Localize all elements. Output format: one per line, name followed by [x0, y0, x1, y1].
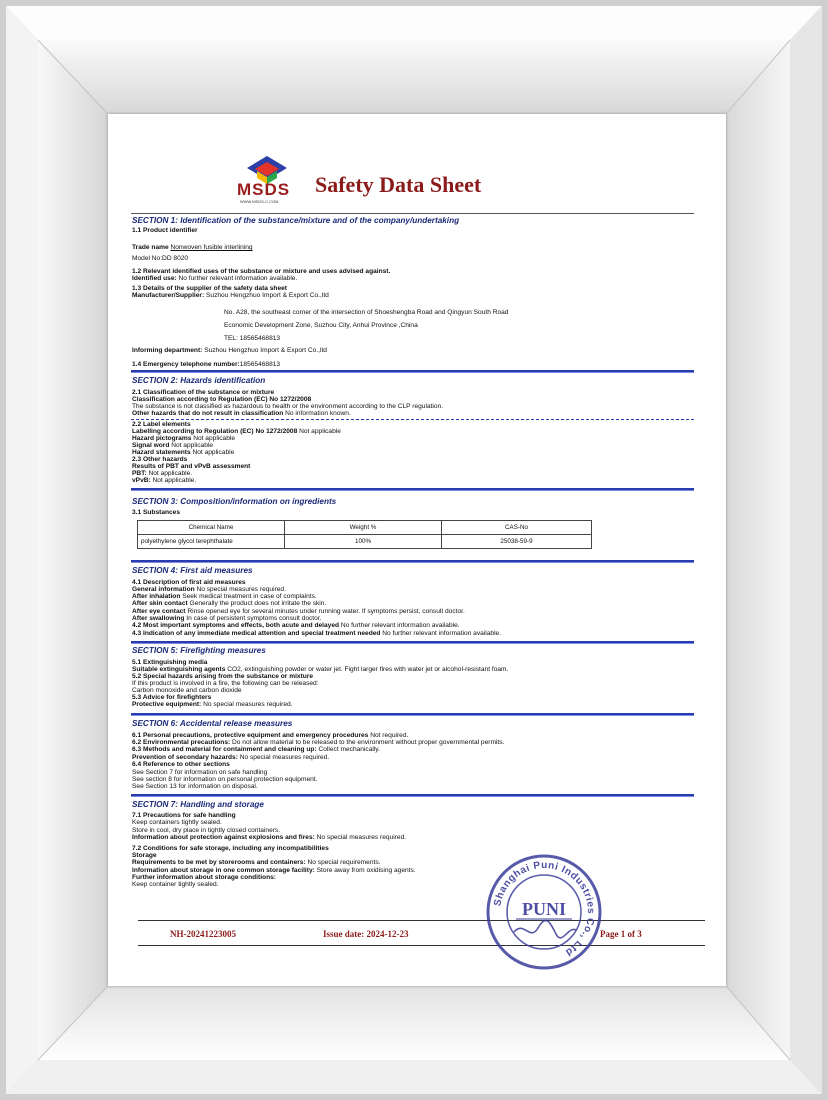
issue-date: Issue date: 2024-12-23	[323, 929, 409, 939]
section-divider	[131, 713, 694, 716]
after-inhalation-label: After inhalation	[132, 593, 181, 600]
secondary-hazards-label: Prevention of secondary hazards:	[132, 754, 238, 761]
fire-release-products: Carbon monoxide and carbon dioxide	[132, 687, 242, 694]
general-info-value: No special measures required.	[196, 586, 286, 593]
after-swallowing-label: After swallowing	[132, 615, 185, 622]
page-number: Page 1 of 3	[600, 929, 642, 939]
medical-attention-label: 4.3 Indication of any immediate medical attention and special treatment needed	[132, 630, 381, 637]
pictograms-value: Not applicable	[193, 435, 236, 442]
substances-heading: 3.1 Substances	[132, 509, 181, 516]
signature-icon	[514, 921, 576, 938]
model-number: Model No:DD 8020	[132, 255, 189, 262]
section-divider	[131, 488, 694, 491]
extinguishing-media-heading: 5.1 Extinguishing media	[132, 659, 208, 666]
header-rule	[131, 213, 694, 214]
trade-name-label: Trade name	[132, 244, 169, 251]
section-7-heading: SECTION 7: Handling and storage	[132, 800, 264, 809]
reference-heading: 6.4 Reference to other sections	[132, 761, 230, 768]
page-title: Safety Data Sheet	[315, 172, 482, 197]
handling-line: Keep containers tightly sealed.	[132, 819, 222, 826]
containment-value: Collect mechanically.	[318, 746, 380, 753]
identified-use-label: Identified use:	[132, 275, 177, 282]
reference-line: See section 8 for information on personal protection equipment.	[132, 776, 318, 783]
section-divider	[131, 560, 694, 563]
vpvb-label: vPvB:	[132, 477, 151, 484]
extinguishing-agents-label: Suitable extinguishing agents	[132, 666, 226, 673]
informing-department-value: Suzhou Hengzhuo Import & Export Co.,ltd	[204, 347, 327, 354]
protective-equipment-label: Protective equipment:	[132, 701, 202, 708]
containment-label: 6.3 Methods and material for containment and cleaning up:	[132, 746, 317, 753]
symptoms-value: No further relevant information available.	[340, 622, 460, 629]
storage-conditions-heading: Further information about storage conditions:	[132, 874, 276, 881]
other-hazards-value: No information known.	[285, 410, 351, 417]
labelling-label: Labelling according to Regulation (EC) No 1272/2008	[132, 428, 298, 435]
explosion-protection-value: No special measures required.	[316, 834, 407, 841]
pbt-value: Not applicable.	[148, 470, 193, 477]
storeroom-requirements-value: No special requirements.	[307, 859, 381, 866]
company-stamp	[484, 852, 604, 972]
common-storage-value: Store away from oxidising agents.	[316, 867, 416, 874]
vpvb-value: Not applicable.	[152, 477, 197, 484]
label-elements-heading: 2.2 Label elements	[132, 421, 191, 428]
after-inhalation-value: Seek medical treatment in case of complaints.	[182, 593, 317, 600]
after-swallowing-value: In case of persistent symptoms consult doctor.	[186, 615, 322, 622]
pbt-assessment-heading: Results of PBT and vPvB assessment	[132, 463, 251, 470]
classification-statement: The substance is not classified as hazardous to health or the environment according to the CLP regulation.	[132, 403, 444, 410]
logo-text: MSDS	[237, 180, 291, 199]
document-number: NH-20241223005	[170, 929, 236, 939]
product-identifier-label: 1.1 Product identifier	[132, 227, 198, 234]
logo-url: WWW.MSDS-C.COM	[240, 199, 279, 204]
symptoms-label: 4.2 Most important symptoms and effects, both acute and delayed	[132, 622, 340, 629]
personal-precautions-value: Not required.	[370, 732, 409, 739]
medical-attention-value: No further relevant information available.	[382, 630, 502, 637]
section-6-heading: SECTION 6: Accidental release measures	[132, 719, 293, 728]
storage-conditions-value: Keep container tightly sealed.	[132, 881, 219, 888]
general-info-label: General information	[132, 586, 195, 593]
hazard-statements-value: Not applicable	[192, 449, 235, 456]
reference-line: See Section 7 for information on safe handling	[132, 769, 268, 776]
section-5-heading: SECTION 5: Firefighting measures	[132, 646, 266, 655]
table-cell: 25038-59-9	[442, 535, 592, 549]
after-skin-value: Generally the product does not irritate the skin.	[189, 600, 327, 607]
protective-equipment-value: No special measures required.	[203, 701, 293, 708]
dashed-divider	[131, 419, 694, 420]
section-divider	[131, 641, 694, 644]
signal-word-value: Not applicable	[171, 442, 214, 449]
personal-precautions-label: 6.1 Personal precautions, protective equipment and emergency procedures	[132, 732, 369, 739]
stamp-ring-text: Shanghai Puni Industries Co., Ltd	[492, 859, 597, 958]
secondary-hazards-value: No special measures required.	[239, 754, 330, 761]
table-header-row	[138, 521, 592, 535]
classification-heading: 2.1 Classification of the substance or mixture	[132, 389, 275, 396]
reference-line: See Section 13 for information on disposal.	[132, 783, 258, 790]
after-eye-label: After eye contact	[132, 608, 186, 615]
firefighters-heading: 5.3 Advice for firefighters	[132, 694, 212, 701]
ingredients-table	[137, 520, 592, 549]
document-page	[108, 114, 726, 986]
section-1-heading: SECTION 1: Identification of the substance/mixture and of the company/undertaking	[132, 216, 460, 225]
common-storage-label: Information about storage in one common storage facility:	[132, 867, 315, 874]
handling-line: Store in cool, dry place in tightly closed containers.	[132, 827, 281, 834]
table-cell: polyethylene glycol terephthalate	[138, 535, 285, 549]
column-header: Weight %	[285, 521, 442, 535]
address-line-2: Economic Development Zone, Suzhou City, Anhui Province ,China	[224, 322, 418, 329]
section-divider	[131, 794, 694, 797]
hazard-statements-label: Hazard statements	[132, 449, 191, 456]
environmental-precautions-value: Do not allow material to be released to the environment without proper governmental permits.	[232, 739, 505, 746]
trade-name-value: Nonwoven fusible interlining	[170, 244, 253, 251]
emergency-phone-label: 1.4 Emergency telephone number:	[132, 361, 240, 368]
manufacturer-value: Suzhou Hengzhuo Import & Export Co.,ltd	[206, 292, 329, 299]
footer-top-rule	[138, 920, 705, 921]
stamp-center-text: PUNI	[522, 899, 566, 919]
pictograms-label: Hazard pictograms	[132, 435, 192, 442]
uses-label: 1.2 Relevant identified uses of the substance or mixture and uses advised against.	[132, 268, 391, 275]
informing-department-label: Informing department:	[132, 347, 203, 354]
pbt-label: PBT:	[132, 470, 147, 477]
identified-use-value: No further relevant information available.	[178, 275, 298, 282]
safe-storage-heading: 7.2 Conditions for safe storage, including any incompatibilities	[132, 845, 329, 852]
section-2-heading: SECTION 2: Hazards identification	[132, 376, 266, 385]
special-hazards-heading: 5.2 Special hazards arising from the substance or mixture	[132, 673, 314, 680]
storeroom-requirements-label: Requirements to be met by storerooms and containers:	[132, 859, 306, 866]
signal-word-label: Signal word	[132, 442, 170, 449]
address-line-1: No. A28, the southeast corner of the intersection of Shoeshengba Road and Qingyun South Road	[224, 309, 509, 316]
extinguishing-agents-value: CO2, extinguishing powder or water jet. Fight larger fires with water jet or alcohol-resistant foam.	[227, 666, 509, 673]
emergency-phone-value: 18565468813	[239, 361, 281, 368]
section-divider	[131, 370, 694, 373]
other-hazards-label: Other hazards that do not result in classification	[132, 410, 284, 417]
manufacturer-label: Manufacturer/Supplier:	[132, 292, 205, 299]
storage-heading: Storage	[132, 852, 157, 859]
table-row	[138, 535, 592, 549]
first-aid-heading: 4.1 Description of first aid measures	[132, 579, 246, 586]
footer-bottom-rule	[138, 945, 705, 946]
column-header: Chemical Name	[138, 521, 285, 535]
section-3-heading: SECTION 3: Composition/information on ingredients	[132, 497, 337, 506]
fire-release-statement: If this product is involved in a fire, the following can be released:	[132, 680, 319, 687]
telephone: TEL: 18565468813	[224, 335, 281, 342]
section-4-heading: SECTION 4: First aid measures	[132, 566, 253, 575]
column-header: CAS-No	[442, 521, 592, 535]
after-eye-value: Rinse opened eye for several minutes under running water. If symptoms persist, consult doctor.	[187, 608, 465, 615]
other-hazards-heading: 2.3 Other hazards	[132, 456, 188, 463]
classification-regulation: Classification according to Regulation (EC) No 1272/2008	[132, 396, 312, 403]
safe-handling-heading: 7.1 Precautions for safe handling	[132, 812, 236, 819]
table-cell: 100%	[285, 535, 442, 549]
environmental-precautions-label: 6.2 Environmental precautions:	[132, 739, 231, 746]
supplier-heading: 1.3 Details of the supplier of the safety data sheet	[132, 285, 287, 292]
labelling-value: Not applicable	[299, 428, 341, 435]
after-skin-label: After skin contact	[132, 600, 188, 607]
explosion-protection-label: Information about protection against explosions and fires:	[132, 834, 315, 841]
